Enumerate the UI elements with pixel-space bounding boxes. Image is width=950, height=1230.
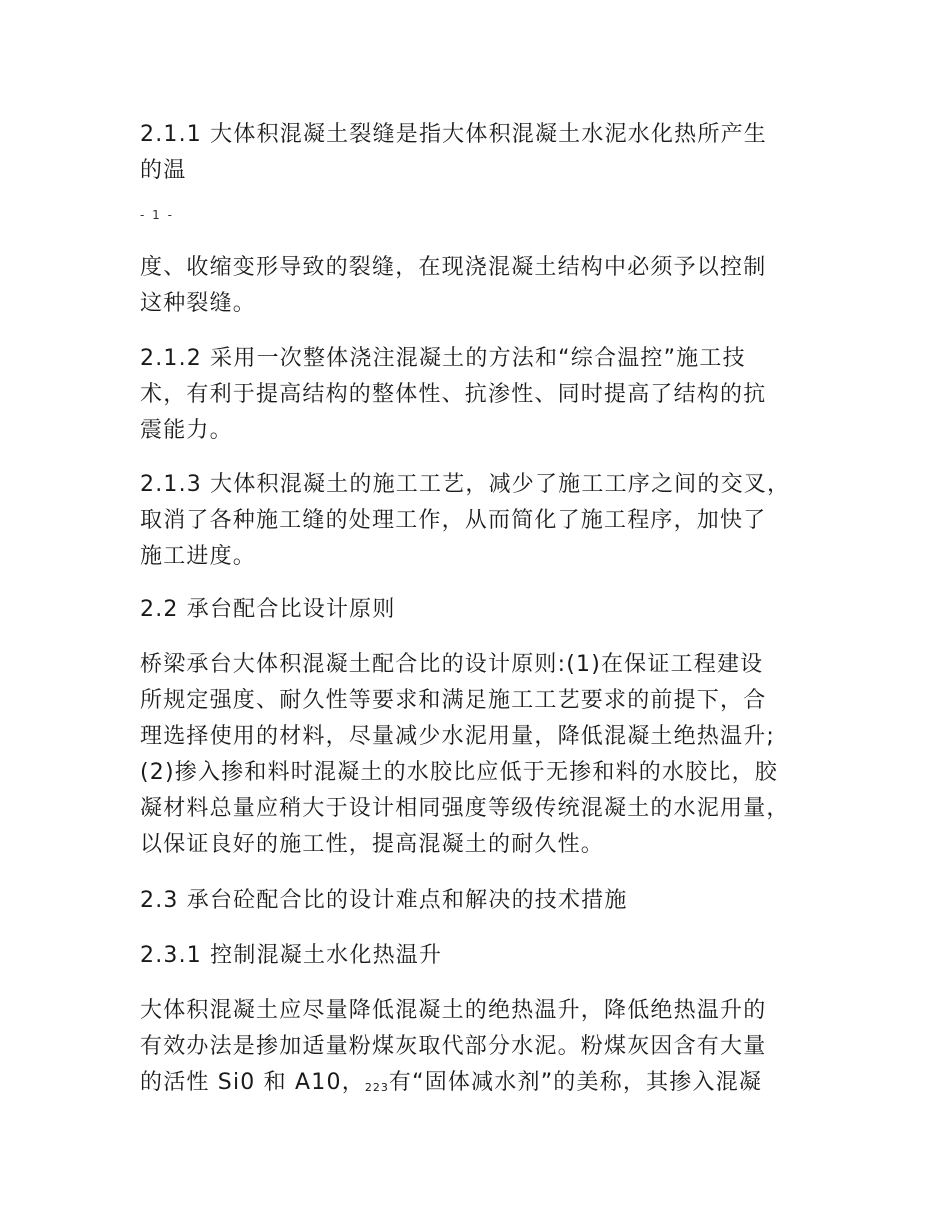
- paragraph-fly-ash: [140, 993, 830, 1106]
- text-line: 2.1.2 采用一次整体浇注混凝土的方法和“综合温控”施工技: [140, 346, 746, 371]
- text-line: 2.1.3 大体积混凝土的施工工艺，减少了施工工序之间的交叉，: [140, 472, 791, 497]
- text-line: 的温: [140, 158, 187, 183]
- text-line: 以保证良好的施工性，提高混凝土的耐久性。: [140, 832, 605, 857]
- text-line: 有效办法是掺加适量粉煤灰取代部分水泥。粉煤灰因含有大量: [140, 1034, 767, 1059]
- section-heading-2-2: [140, 592, 830, 628]
- section-heading-2-3-1: [140, 938, 830, 974]
- text-segment: 有“固体减水剂”的美称，其掺入混凝: [388, 1070, 763, 1095]
- heading-text: 2.3 承台砼配合比的设计难点和解决的技术措施: [140, 888, 628, 913]
- heading-text: 2.2 承台配合比设计原则: [140, 597, 396, 622]
- text-line: 所规定强度、耐久性等要求和满足施工工艺要求的前提下，合: [140, 688, 767, 713]
- paragraph-design-principles: [140, 647, 830, 863]
- text-line: 度、收缩变形导致的裂缝，在现浇混凝土结构中必须予以控制: [140, 255, 767, 280]
- subscript-text: 223: [364, 1081, 389, 1094]
- text-line: 桥梁承台大体积混凝土配合比的设计原则:(1)在保证工程建设: [140, 652, 764, 677]
- text-line: 施工进度。: [140, 544, 257, 569]
- text-line: 理选择使用的材料，尽量减少水泥用量，降低混凝土绝热温升;: [140, 724, 776, 749]
- paragraph-2-1-1: [140, 117, 830, 189]
- paragraph-2-1-3: [140, 467, 830, 575]
- text-line: 术，有利于提高结构的整体性、抗渗性、同时提高了结构的抗: [140, 382, 767, 407]
- text-line-with-subscript: [140, 1065, 830, 1106]
- text-line: 大体积混凝土应尽量降低混凝土的绝热温升，降低绝热温升的: [140, 998, 767, 1023]
- paragraph-crack-control: [140, 250, 830, 322]
- text-line: 这种裂缝。: [140, 291, 257, 316]
- section-heading-2-3: [140, 883, 830, 919]
- text-line: 震能力。: [140, 418, 233, 443]
- paragraph-2-1-2: [140, 341, 830, 449]
- heading-text: 2.3.1 控制混凝土水化热温升: [140, 943, 443, 968]
- text-line: (2)掺入掺和料时混凝土的水胶比应低于无掺和料的水胶比，胶: [140, 760, 778, 785]
- text-segment: 的活性 Si0 和 A10，: [140, 1070, 365, 1095]
- text-line: 2.1.1 大体积混凝土裂缝是指大体积混凝土水泥水化热所产生: [140, 122, 767, 147]
- text-line: 取消了各种施工缝的处理工作，从而简化了施工程序，加快了: [140, 508, 767, 533]
- page-number: - 1 -: [140, 208, 174, 222]
- text-line: 凝材料总量应稍大于设计相同强度等级传统混凝土的水泥用量，: [140, 796, 790, 821]
